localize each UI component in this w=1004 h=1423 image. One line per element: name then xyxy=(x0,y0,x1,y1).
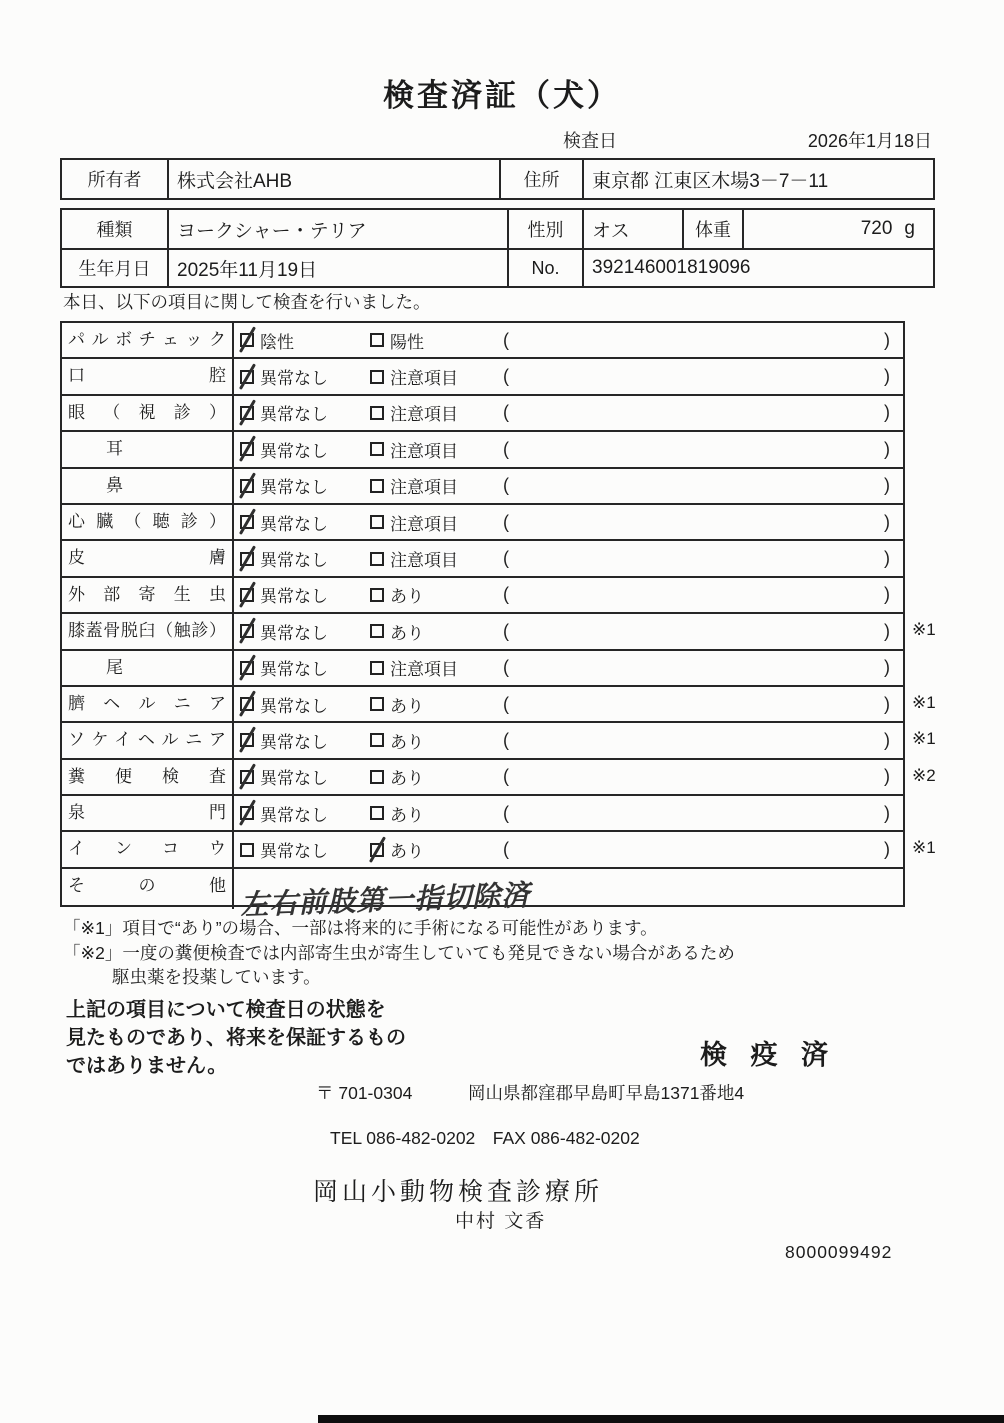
inspection-date-value: 2026年1月18日 xyxy=(807,131,932,151)
checkup-row-parvo xyxy=(62,323,903,359)
checkup-item-label: 外部寄生虫 xyxy=(62,578,234,612)
paren-open: ( xyxy=(503,475,509,496)
checkbox-label: 異常なし xyxy=(260,732,328,752)
checkup-item-label: 心臓（聴診） xyxy=(62,505,234,539)
checkup-option-2 xyxy=(364,837,497,862)
checkup-item-label: 膝蓋骨脱臼（触診） xyxy=(62,614,234,648)
checkup-option-1 xyxy=(234,837,364,862)
remarks-parens xyxy=(497,839,903,860)
remarks-parens xyxy=(497,439,903,460)
remarks-parens xyxy=(497,330,903,351)
checkbox-icon xyxy=(370,697,384,711)
footnote-mark: ※1 xyxy=(912,620,936,640)
pet-info-table xyxy=(60,208,935,288)
paren-open: ( xyxy=(503,366,509,387)
footnote-mark: ※1 xyxy=(912,729,936,749)
intro-text: 本日、以下の項目に関して検査を行いました。 xyxy=(63,292,431,312)
checkbox-icon xyxy=(370,479,384,493)
checkbox-icon xyxy=(240,733,254,747)
checkbox-label: あり xyxy=(390,623,424,643)
checkup-item-label: パルボチェック xyxy=(62,323,234,357)
footnote-2-continued: 駆虫薬を投薬しています。 xyxy=(112,967,321,987)
remarks-parens xyxy=(497,475,903,496)
remarks-parens xyxy=(497,584,903,605)
paren-open: ( xyxy=(503,729,509,750)
remarks-parens xyxy=(497,657,903,678)
birthdate-value: 2025年11月19日 xyxy=(167,250,507,286)
checkbox-icon xyxy=(370,406,384,420)
checkup-row-parasites xyxy=(62,578,903,614)
checkup-item-label: 尾 xyxy=(62,651,234,685)
quarantine-passed-stamp: 検 疫 済 xyxy=(700,1040,837,1070)
footnote-mark: ※1 xyxy=(912,838,936,858)
paren-close: ) xyxy=(884,766,890,787)
checkbox-label: 異常なし xyxy=(260,660,328,680)
remarks-parens xyxy=(497,548,903,569)
owner-info-table xyxy=(60,158,935,200)
paren-open: ( xyxy=(503,548,509,569)
checkup-item-label: 泉門 xyxy=(62,796,234,830)
birthdate-label: 生年月日 xyxy=(78,259,151,279)
checkup-option-2 xyxy=(364,582,497,607)
paren-close: ) xyxy=(884,548,890,569)
checkup-option-1 xyxy=(234,546,364,571)
checkup-option-1 xyxy=(234,801,364,826)
microchip-no-value: 392146001819096 xyxy=(582,250,933,286)
breed-value: ヨークシャー・テリア xyxy=(167,210,507,248)
document-title: 検査済証（犬） xyxy=(383,78,621,113)
checkup-option-2 xyxy=(364,692,497,717)
checkbox-icon xyxy=(240,442,254,456)
checkbox-label: 注意項目 xyxy=(390,514,458,534)
checkbox-label: 異常なし xyxy=(260,478,328,498)
checkbox-label: 異常なし xyxy=(260,696,328,716)
sex-label: 性別 xyxy=(507,210,582,248)
paren-close: ) xyxy=(884,329,890,350)
paren-close: ) xyxy=(884,438,890,459)
checkup-option-1 xyxy=(234,364,364,389)
checkup-item-label: 口腔 xyxy=(62,359,234,393)
handwritten-note: 左右前肢第一指切除済 xyxy=(239,879,531,921)
checkup-option-1 xyxy=(234,582,364,607)
checkbox-label: 注意項目 xyxy=(390,660,458,680)
paren-open: ( xyxy=(503,620,509,641)
checkup-option-1 xyxy=(234,437,364,462)
checkbox-label: 注意項目 xyxy=(390,478,458,498)
checkup-option-2 xyxy=(364,400,497,425)
checkbox-label: 注意項目 xyxy=(390,369,458,389)
footnote-1: 「※1」項目で“あり”の場合、一部は将来的に手術になる可能性があります。 xyxy=(63,918,658,938)
paren-open: ( xyxy=(503,584,509,605)
remarks-parens xyxy=(497,803,903,824)
checkbox-icon xyxy=(240,661,254,675)
scan-edge-artifact xyxy=(318,1415,1004,1423)
sex-value: オス xyxy=(582,210,682,248)
clinic-name: 岡山小動物検査診療所 xyxy=(313,1178,604,1206)
checkup-option-1 xyxy=(234,400,364,425)
checkup-option-2 xyxy=(364,728,497,753)
serial-number: 8000099492 xyxy=(785,1242,893,1262)
paren-open: ( xyxy=(503,839,509,860)
checkup-item-label: 耳 xyxy=(62,432,234,466)
checkup-row-heart xyxy=(62,505,903,541)
paren-open: ( xyxy=(503,657,509,678)
checkbox-label: 異常なし xyxy=(260,769,328,789)
remarks-parens xyxy=(497,512,903,533)
checkbox-label: 異常なし xyxy=(260,587,328,607)
paren-open: ( xyxy=(503,511,509,532)
checkup-row-tail xyxy=(62,651,903,687)
paren-close: ) xyxy=(884,729,890,750)
checkbox-icon xyxy=(370,661,384,675)
checkbox-label: あり xyxy=(390,769,424,789)
remarks-parens xyxy=(497,402,903,423)
owner-label: 所有者 xyxy=(87,170,142,190)
checkup-row-other xyxy=(62,869,903,921)
checkup-row-ears xyxy=(62,432,903,468)
remarks-parens xyxy=(497,621,903,642)
checkbox-icon xyxy=(370,770,384,784)
paren-close: ) xyxy=(884,475,890,496)
checkbox-label: 異常なし xyxy=(260,805,328,825)
checkbox-icon xyxy=(240,333,254,347)
checkup-row-mouth xyxy=(62,359,903,395)
pet-row-2 xyxy=(62,248,933,286)
paren-close: ) xyxy=(884,402,890,423)
paren-close: ) xyxy=(884,366,890,387)
checkup-item-label: 皮膚 xyxy=(62,541,234,575)
paren-close: ) xyxy=(884,511,890,532)
checkup-option-1 xyxy=(234,619,364,644)
weight-value: 720 xyxy=(860,218,893,239)
checkup-row-eyes xyxy=(62,396,903,432)
paren-close: ) xyxy=(884,693,890,714)
checkup-row-nose xyxy=(62,469,903,505)
footnote-mark: ※2 xyxy=(912,765,936,785)
paren-open: ( xyxy=(503,402,509,423)
checkup-option-2 xyxy=(364,655,497,680)
checkbox-label: 注意項目 xyxy=(390,441,458,461)
paren-close: ) xyxy=(884,620,890,641)
checkup-option-2 xyxy=(364,510,497,535)
checkup-option-1 xyxy=(234,473,364,498)
clinic-postal-code: 〒 701-0304 xyxy=(316,1083,413,1103)
weight-cell xyxy=(742,210,933,248)
checkup-row-patella xyxy=(62,614,936,650)
paren-open: ( xyxy=(503,693,509,714)
paren-open: ( xyxy=(503,766,509,787)
checkbox-icon xyxy=(370,843,384,857)
checkbox-icon xyxy=(240,552,254,566)
checkbox-label: あり xyxy=(390,732,424,752)
disclaimer-line-3: ではありません。 xyxy=(66,1055,228,1077)
checkbox-icon xyxy=(240,479,254,493)
inspection-date-label: 検査日 xyxy=(563,131,617,151)
checkup-option-2 xyxy=(364,437,497,462)
checkbox-label: 陽性 xyxy=(390,332,424,352)
checkbox-icon xyxy=(240,370,254,384)
checkbox-icon xyxy=(370,442,384,456)
checkup-option-2 xyxy=(364,764,497,789)
checkup-option-2 xyxy=(364,801,497,826)
checkup-option-1 xyxy=(234,692,364,717)
checkbox-icon xyxy=(370,588,384,602)
footnote-mark: ※1 xyxy=(912,692,936,712)
checkbox-label: 異常なし xyxy=(260,441,328,461)
checkbox-label: 異常なし xyxy=(260,842,328,862)
disclaimer-line-1: 上記の項目について検査日の状態を xyxy=(66,999,386,1021)
checkup-option-2 xyxy=(364,328,497,353)
checkbox-label: 注意項目 xyxy=(390,551,458,571)
checkbox-label: 異常なし xyxy=(260,623,328,643)
checkup-table xyxy=(60,321,936,921)
remarks-parens xyxy=(497,730,903,751)
checkup-option-1 xyxy=(234,655,364,680)
checkup-row-fecal-exam xyxy=(62,760,936,796)
checkup-row-inguinal-hernia xyxy=(62,723,936,759)
clinic-tel-fax: TEL 086-482-0202 FAX 086-482-0202 xyxy=(330,1128,640,1148)
checkup-item-label: 臍ヘルニア xyxy=(62,687,234,721)
checkbox-icon xyxy=(370,733,384,747)
checkup-option-2 xyxy=(364,619,497,644)
checkup-option-1 xyxy=(234,728,364,753)
paren-open: ( xyxy=(503,438,509,459)
checkbox-icon xyxy=(370,515,384,529)
checkbox-icon xyxy=(240,697,254,711)
remarks-parens xyxy=(497,366,903,387)
checkbox-icon xyxy=(240,515,254,529)
clinic-address: 岡山県都窪郡早島町早島1371番地4 xyxy=(468,1083,745,1103)
disclaimer-text xyxy=(66,996,406,1080)
veterinarian-name: 中村 文香 xyxy=(455,1211,547,1232)
checkbox-icon xyxy=(240,406,254,420)
checkbox-icon xyxy=(370,806,384,820)
remarks-parens xyxy=(497,694,903,715)
checkup-option-2 xyxy=(364,364,497,389)
paren-open: ( xyxy=(503,802,509,823)
paren-close: ) xyxy=(884,802,890,823)
checkup-item-label: 鼻 xyxy=(62,469,234,503)
checkbox-label: 異常なし xyxy=(260,514,328,534)
paren-close: ) xyxy=(884,657,890,678)
checkup-item-label: インコウ xyxy=(62,832,234,866)
checkup-option-1 xyxy=(234,510,364,535)
checkbox-label: あり xyxy=(390,842,424,862)
checkup-row-fontanelle xyxy=(62,796,903,832)
checkbox-icon xyxy=(240,624,254,638)
paren-close: ) xyxy=(884,839,890,860)
checkup-item-label: ソケイヘルニア xyxy=(62,723,234,757)
checkup-option-1 xyxy=(234,328,364,353)
breed-label: 種類 xyxy=(96,220,133,240)
weight-label: 体重 xyxy=(682,210,742,248)
checkup-row-skin xyxy=(62,541,903,577)
checkbox-icon xyxy=(370,624,384,638)
checkbox-label: 異常なし xyxy=(260,551,328,571)
checkbox-icon xyxy=(240,806,254,820)
checkbox-label: 注意項目 xyxy=(390,405,458,425)
checkup-item-label: その他 xyxy=(62,869,234,909)
checkbox-icon xyxy=(370,333,384,347)
checkup-item-label: 糞便検査 xyxy=(62,760,234,794)
checkup-row-inkou xyxy=(62,832,936,868)
address-label: 住所 xyxy=(499,160,582,198)
paren-close: ) xyxy=(884,584,890,605)
checkup-option-2 xyxy=(364,473,497,498)
remarks-parens xyxy=(497,766,903,787)
owner-row xyxy=(62,160,933,198)
disclaimer-line-2: 見たものであり、将来を保証するもの xyxy=(66,1027,406,1049)
checkup-option-1 xyxy=(234,764,364,789)
checkbox-icon xyxy=(240,843,254,857)
paren-open: ( xyxy=(503,329,509,350)
checkbox-label: 陰性 xyxy=(260,332,294,352)
checkbox-label: あり xyxy=(390,805,424,825)
microchip-no-label: No. xyxy=(507,250,582,286)
checkbox-icon xyxy=(370,370,384,384)
checkup-row-umbilical-hernia xyxy=(62,687,936,723)
checkbox-label: 異常なし xyxy=(260,369,328,389)
footnote-2: 「※2」一度の糞便検査では内部寄生虫が寄生していても発見できない場合があるため xyxy=(63,943,735,963)
checkbox-icon xyxy=(370,552,384,566)
checkbox-label: あり xyxy=(390,587,424,607)
checkbox-icon xyxy=(240,770,254,784)
checkbox-icon xyxy=(240,588,254,602)
checkup-item-label: 眼（視診） xyxy=(62,396,234,430)
owner-value: 株式会社AHB xyxy=(167,160,499,198)
pet-row-1 xyxy=(62,210,933,248)
checkbox-label: あり xyxy=(390,696,424,716)
checkup-option-2 xyxy=(364,546,497,571)
checkbox-label: 異常なし xyxy=(260,405,328,425)
weight-unit: g xyxy=(904,218,915,239)
address-value: 東京都 江東区木場3－7－11 xyxy=(582,160,933,198)
